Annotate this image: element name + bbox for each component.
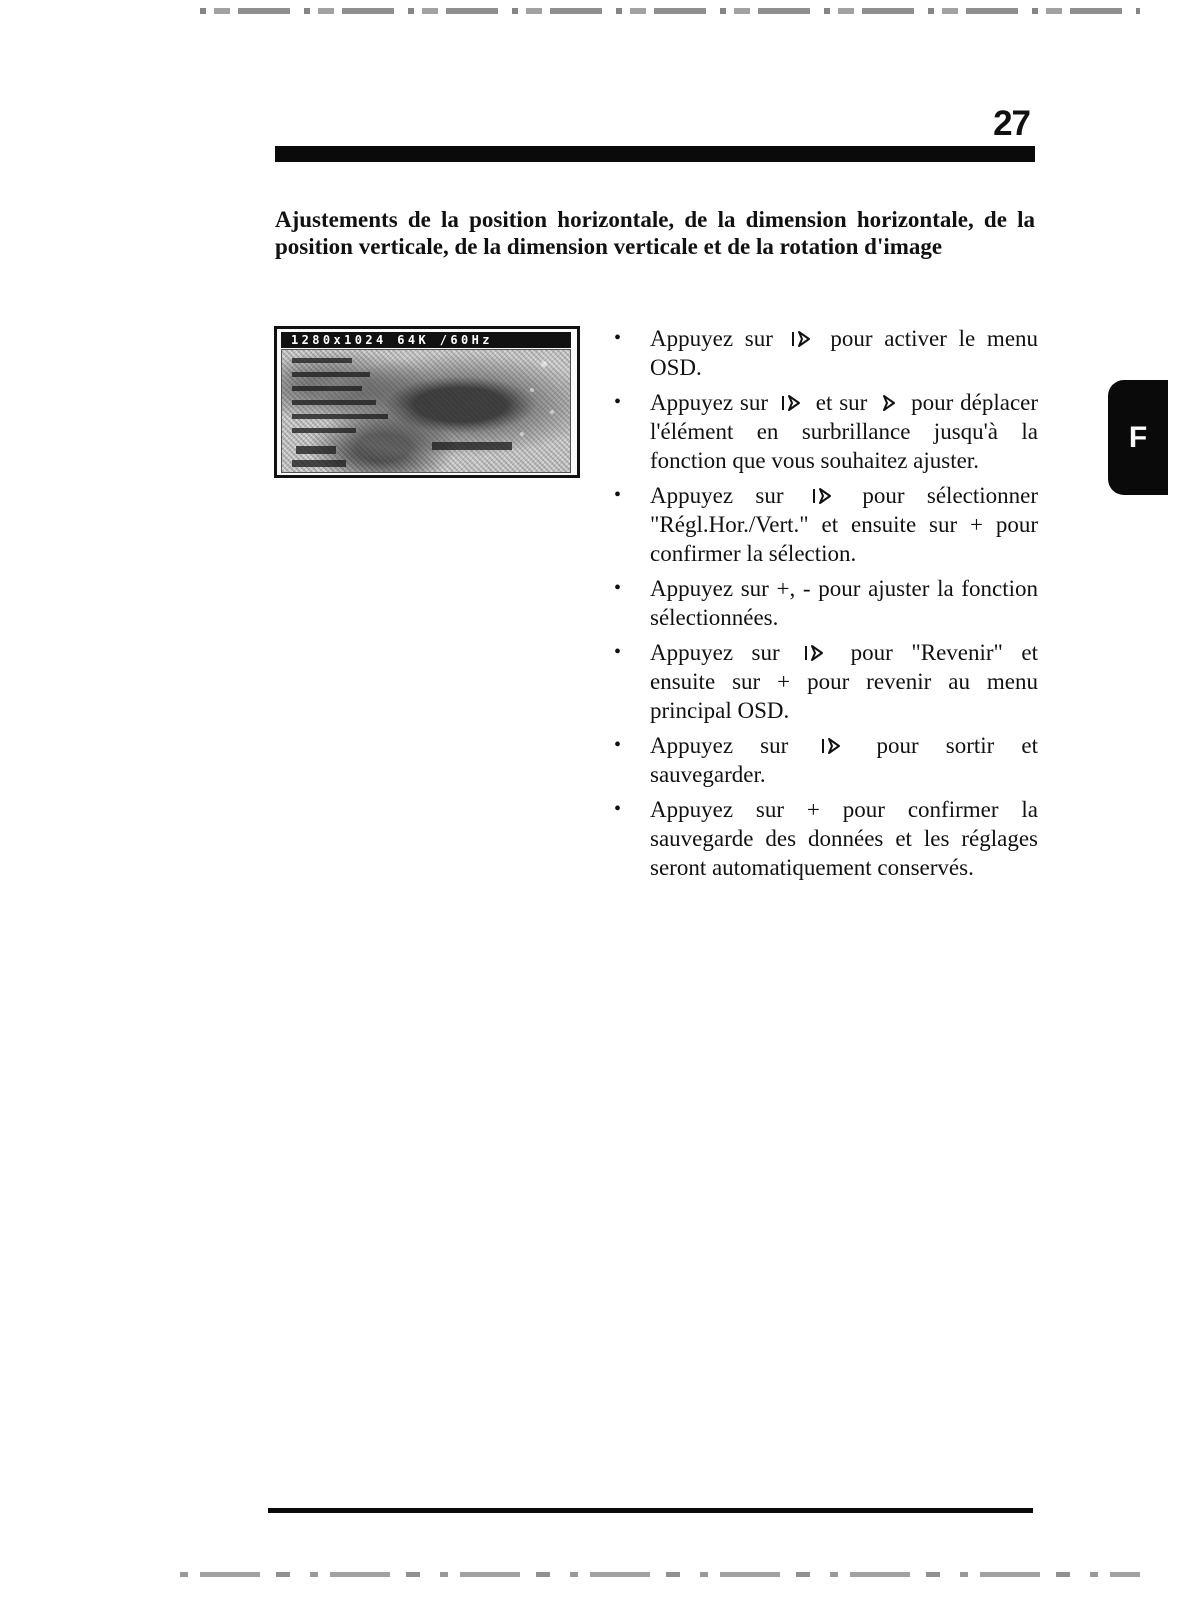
instruction-item bbox=[608, 324, 1038, 382]
bullet: • bbox=[614, 577, 622, 599]
next-key-icon bbox=[791, 329, 813, 349]
instruction-item bbox=[608, 638, 1038, 725]
instruction-text: Appuyez sur bbox=[650, 483, 784, 508]
instruction-item bbox=[608, 388, 1038, 475]
page-number: 27 bbox=[993, 104, 1030, 143]
bullet: • bbox=[614, 798, 622, 820]
next-key-icon bbox=[781, 393, 803, 413]
osd-menu-image bbox=[281, 349, 571, 473]
next-key-icon bbox=[804, 643, 826, 663]
instruction-item bbox=[608, 731, 1038, 789]
instruction-text: Appuyez sur bbox=[650, 733, 789, 758]
instruction-item bbox=[608, 795, 1038, 882]
instruction-text: Appuyez sur bbox=[650, 390, 769, 415]
bullet: • bbox=[614, 641, 622, 663]
instruction-item bbox=[608, 574, 1038, 632]
instruction-text: pour sélectionner "Régl.Hor./Vert." et ensuite sur + pour confirmer la sélection. bbox=[650, 483, 1039, 566]
scan-noise-bottom bbox=[180, 1572, 1140, 1577]
instruction-text: pour "Revenir" et ensuite sur + pour revenir au menu principal OSD. bbox=[650, 640, 1039, 723]
instruction-text: et sur bbox=[815, 390, 868, 415]
language-side-tab: F bbox=[1108, 380, 1168, 495]
instruction-list bbox=[608, 324, 1038, 888]
bullet: • bbox=[614, 391, 622, 413]
select-key-icon bbox=[880, 393, 898, 413]
osd-resolution-header: 1280x1024 64K /60Hz bbox=[281, 332, 571, 348]
instruction-text: pour sortir et sauvegarder. bbox=[650, 733, 1038, 787]
instruction-text: Appuyez sur + pour confirmer la sauvegarde des données et les réglages seront automatiquement conservés. bbox=[650, 797, 1038, 880]
instruction-text: Appuyez sur bbox=[650, 326, 773, 351]
header-rule bbox=[275, 146, 1035, 162]
bullet: • bbox=[614, 327, 622, 349]
instruction-text: Appuyez sur bbox=[650, 640, 780, 665]
scan-noise-top bbox=[200, 8, 1140, 14]
instruction-text: pour activer le menu OSD. bbox=[650, 326, 1039, 380]
section-title: Ajustements de la position horizontale, de la dimension horizontale, de la position verticale, de la dimension verticale et de la rotation d'image bbox=[275, 207, 1035, 259]
next-key-icon bbox=[812, 486, 834, 506]
footer-rule bbox=[268, 1508, 1033, 1513]
bullet: • bbox=[614, 484, 622, 506]
instruction-text: Appuyez sur +, - pour ajuster la fonction sélectionnées. bbox=[650, 576, 1038, 630]
osd-screenshot-figure bbox=[274, 326, 580, 478]
next-key-icon bbox=[821, 736, 843, 756]
bullet: • bbox=[614, 734, 622, 756]
instruction-text: pour déplacer l'élément en surbrillance jusqu'à la fonction que vous souhaitez ajuster. bbox=[650, 390, 1039, 473]
osd-menu-texture bbox=[282, 350, 572, 474]
instruction-item bbox=[608, 481, 1038, 568]
